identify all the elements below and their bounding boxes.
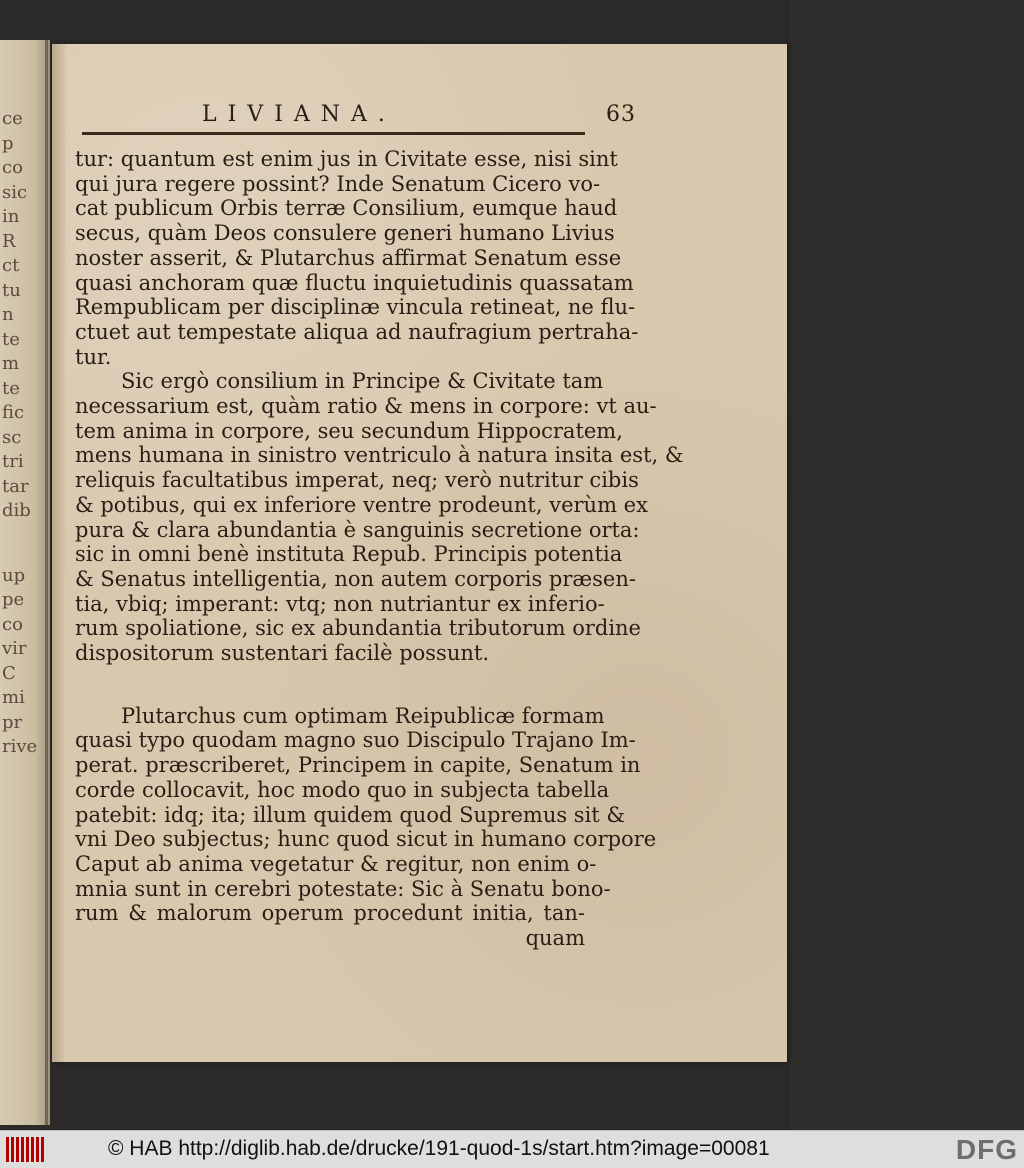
text-line: necessarium est, quàm ratio & mens in corpore: vt au- — [75, 394, 657, 419]
text-line: mens humana in sinistro ventriculo à natura insita est, & — [75, 443, 684, 468]
text-line: secus, quàm Deos consulere generi humano Livius — [75, 221, 615, 246]
text-line: cat publicum Orbis terræ Consilium, eumque haud — [75, 196, 618, 221]
text-line: perat. præscriberet, Principem in capite, Senatum in — [75, 753, 641, 778]
hab-logo-icon — [6, 1137, 46, 1162]
text-line: tur. — [75, 344, 112, 369]
background-right — [790, 0, 1024, 1130]
facing-page-fragment: ce — [2, 108, 23, 129]
facing-page-fragment: tar — [2, 475, 29, 497]
text-line: quasi anchoram quæ fluctu inquietudinis quassatam — [75, 270, 634, 295]
text-line: Rempublicam per disciplinæ vincula retineat, ne flu- — [75, 295, 636, 320]
text-line: tur: quantum est enim jus in Civitate esse, nisi sint — [75, 147, 618, 171]
facing-page-fragment: ct — [2, 255, 20, 276]
text-line: rum spoliatione, sic ex abundantia tributorum ordine — [75, 616, 641, 641]
header-rule — [82, 132, 585, 135]
facing-page-fragment: co — [2, 613, 23, 635]
facing-page-fragment: co — [2, 157, 23, 178]
text-line: qui jura regere possint? Inde Senatum Cicero vo- — [75, 171, 601, 196]
footer-bar — [0, 1130, 1024, 1168]
page-gutter — [52, 44, 66, 1062]
facing-page-fragment: up — [2, 564, 26, 586]
text-line: & Senatus intelligentia, non autem corporis præsen- — [75, 566, 636, 591]
text-line: noster asserit, & Plutarchus affirmat Senatum esse — [75, 245, 622, 270]
facing-page-fragment: p — [2, 132, 14, 154]
facing-page-fragment: fic — [2, 402, 25, 423]
facing-page-fragment: sc — [2, 426, 22, 448]
page-number: 63 — [606, 102, 636, 127]
text-line: sic in omni benè instituta Repub. Principis potentia — [75, 542, 623, 567]
body-text — [75, 147, 684, 951]
text-line: & potibus, qui ex inferiore ventre prodeunt, verùm ex — [75, 492, 648, 517]
text-line: ctuet aut tempestate aliqua ad naufragium pertraha- — [75, 319, 639, 344]
text-line: Plutarchus cum optimam Reipublicæ formam — [121, 703, 605, 728]
text-line: Sic ergò consilium in Principe & Civitate tam — [121, 369, 604, 394]
source-credit-link[interactable]: © HAB http://diglib.hab.de/drucke/191-quod-1s/start.htm?image=00081 — [108, 1137, 770, 1160]
facing-page-fragment: rive — [2, 736, 38, 757]
facing-page-fragment: pr — [2, 711, 23, 733]
text-line: patebit: idq; ita; illum quidem quod Supremus sit & — [75, 802, 626, 827]
facing-page-fragment: vir — [2, 638, 27, 659]
previous-page-edge — [0, 40, 50, 1125]
facing-page-fragment: tu — [2, 279, 21, 301]
text-line: vni Deo subjectus; hunc quod sicut in humano corpore — [75, 827, 657, 852]
paragraph-gap — [75, 666, 585, 704]
text-line: pura & clara abundantia è sanguinis secretione orta: — [75, 517, 640, 542]
facing-page-fragment: sic — [2, 181, 28, 203]
facing-page-fragment: te — [2, 328, 20, 350]
catchword: quam — [525, 926, 585, 951]
facing-page-fragment: R — [2, 230, 16, 252]
facing-page-fragment: dib — [2, 500, 31, 521]
text-line: tem anima in corpore, seu secundum Hippocratem, — [75, 418, 623, 443]
running-header — [202, 102, 636, 130]
facing-page-fragment: pe — [2, 589, 25, 610]
text-line: dispositorum sustentari facilè possunt. — [75, 641, 490, 666]
facing-page-fragment: m — [2, 353, 20, 374]
facing-page-fragment: tri — [2, 451, 24, 472]
text-line: rum & malorum operum procedunt initia, tan- — [75, 901, 585, 926]
text-line: tia, vbiq; imperant: vtq; non nutriantur ex inferio- — [75, 591, 605, 616]
text-line: mnia sunt in cerebri potestate: Sic à Senatu bono- — [75, 876, 611, 901]
facing-page-fragment: mi — [2, 687, 25, 708]
scanned-page — [52, 44, 787, 1062]
facing-page-fragment: n — [2, 304, 14, 325]
header-title: LIVIANA. — [202, 102, 396, 127]
text-line: quasi typo quodam magno suo Discipulo Trajano Im- — [75, 728, 636, 753]
text-line: reliquis facultatibus imperat, neq; verò nutritur cibis — [75, 468, 639, 493]
dfg-logo: DFG — [955, 1134, 1018, 1165]
page-edge-line — [45, 40, 48, 1125]
facing-page-fragment: in — [2, 206, 20, 227]
text-line: corde collocavit, hoc modo quo in subjecta tabella — [75, 777, 610, 802]
facing-page-fragment: te — [2, 377, 20, 399]
facing-page-fragment: C — [2, 662, 16, 684]
text-line: Caput ab anima vegetatur & regitur, non enim o- — [75, 851, 597, 876]
